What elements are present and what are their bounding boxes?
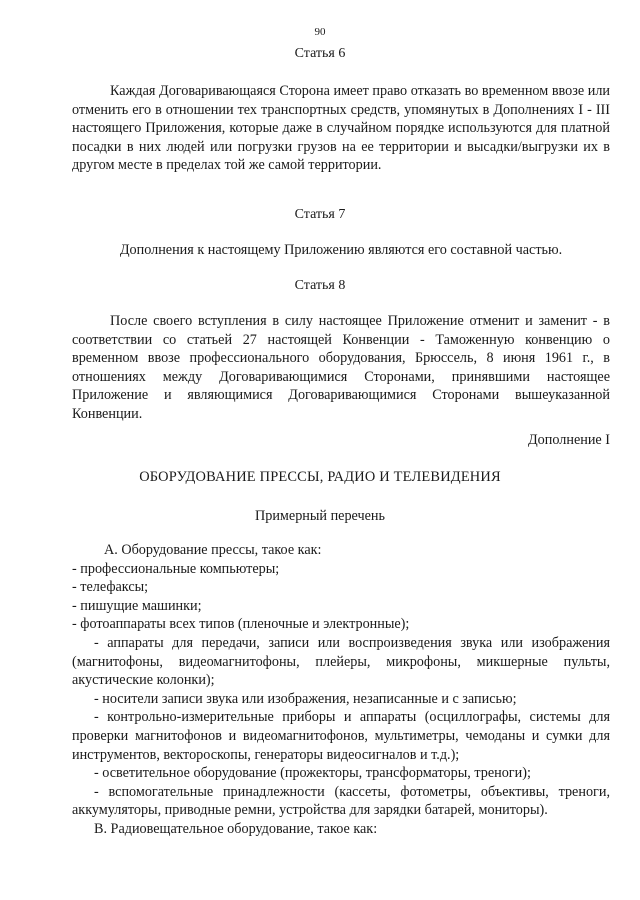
equipment-list (72, 541, 610, 839)
section-b-heading: B. Радиовещательное оборудование, такое как: (94, 820, 378, 837)
section-a-heading: A. Оборудование прессы, такое как: (104, 542, 322, 558)
list-item: - профессиональные компьютеры; (72, 560, 280, 577)
list-item: - фотоаппараты всех типов (пленочные и электронные); (72, 616, 410, 633)
list-item: - вспомогательные принадлежности (кассеты, фотометры, объективы, треноги, аккумуляторы, приводные ремни, устройства для зарядки батарей, мониторы). (72, 783, 610, 819)
list-item: - аппараты для передачи, записи или воспроизведения звука или изображения (магнитофоны, видеомагнитофоны, плейеры, микрофоны, микшерные пульты, акустические колонки); (72, 634, 610, 689)
list-item: - пишущие машинки; (72, 597, 202, 614)
article-7-text: Дополнения к настоящему Приложению являются его составной частью. (119, 242, 563, 258)
list-item: - носители записи звука или изображения, незаписанные и с записью; (94, 690, 517, 707)
appendix-subtitle: Примерный перечень (255, 508, 385, 524)
article-8-text: После своего вступления в силу настоящее Приложение отменит и заменит - в соответствии со статьей 27 настоящей Конвенции - Таможенную конвенцию о временном ввозе профессионального оборудования, Брюссель, 8 июня 1961 г., в отношениях между Договаривающимися Сторонами, принявшими настоящее Приложение и являющимися Договаривающимися Сторонами вышеуказанной Конвенции. (72, 313, 610, 422)
appendix-label: Дополнение I (528, 432, 610, 448)
article-7-heading: Статья 7 (294, 207, 346, 222)
article-6-heading: Статья 6 (294, 46, 346, 61)
list-item: - контрольно-измерительные приборы и аппараты (осциллографы, системы для проверки магнитофонов и видеомагнитофонов, мультиметры, чемоданы и сумки для инструментов, вектороскопы, генераторы видеосигналов и т.д.); (72, 709, 610, 763)
list-item: - телефаксы; (72, 579, 149, 596)
list-item: - осветительное оборудование (прожекторы, трансформаторы, треноги); (94, 765, 531, 782)
page-number: 90 (314, 26, 326, 38)
article-8-heading: Статья 8 (294, 278, 346, 293)
article-6-text: Каждая Договаривающаяся Сторона имеет право отказать во временном ввозе или отменить его в отношении тех транспортных средств, упомянутых в Дополнениях I - III настоящего Приложения, которые даже в случайном порядке используются для платной посадки в них людей или погрузки грузов на ее территории и высадки/выгрузки их в другом месте в пределах той же самой территории. (72, 83, 610, 174)
appendix-title: ОБОРУДОВАНИЕ ПРЕССЫ, РАДИО И ТЕЛЕВИДЕНИЯ (139, 469, 501, 485)
